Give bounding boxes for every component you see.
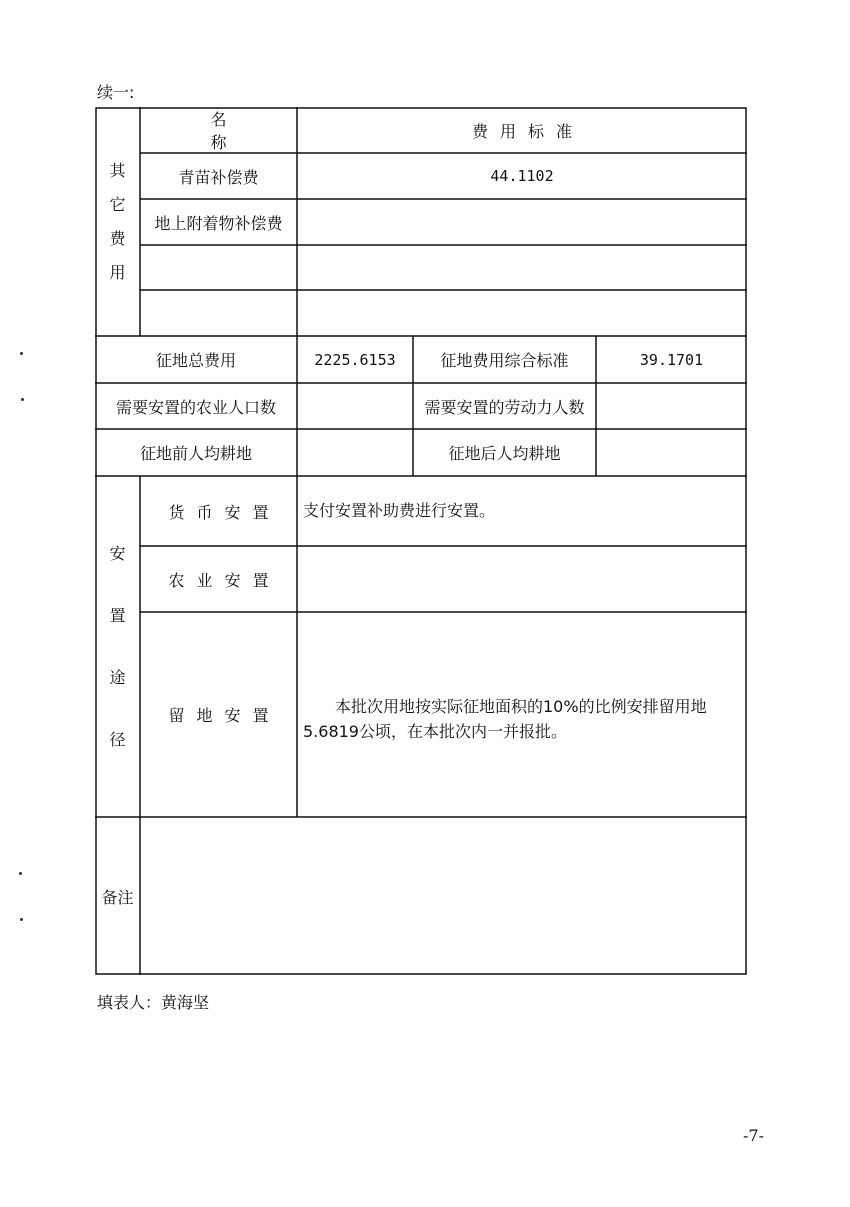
fee-name-cell: 地上附着物补偿费 — [154, 213, 283, 233]
fee-value-cell — [297, 245, 747, 290]
rural-population-label: 需要安置的农业人口数 — [115, 397, 276, 417]
labor-force-value — [596, 383, 747, 429]
total-fee-label: 征地总费用 — [155, 351, 236, 370]
page-number: -7- — [743, 1126, 764, 1145]
remarks-label: 备注 — [101, 887, 134, 907]
monetary-resettlement-label: 货币安置 — [168, 502, 281, 522]
scan-speck — [19, 872, 22, 875]
scan-speck — [20, 352, 23, 355]
composite-standard-value: 39.1701 — [639, 350, 704, 369]
fee-name-cell: 青苗补偿费 — [178, 167, 259, 187]
total-fee-value: 2225.6153 — [314, 350, 396, 369]
land-acquisition-form — [95, 107, 747, 975]
resettlement-section-label: 安 置 途 径 — [109, 543, 126, 749]
reserved-land-resettlement-value: 本批次用地按实际征地面积的10%的比例安排留用地5.6819公顷，在本批次内一并报批。 — [303, 697, 707, 741]
farmland-before-value — [297, 429, 413, 476]
rural-population-value — [297, 383, 413, 429]
labor-force-label: 需要安置的劳动力人数 — [424, 397, 585, 417]
monetary-resettlement-value: 支付安置补助费进行安置。 — [303, 501, 496, 520]
scan-speck — [21, 398, 24, 401]
continued-label: 续一: — [97, 83, 135, 102]
other-fees-section-label: 其 它 费 用 — [109, 160, 126, 282]
form-filler: 填表人：黄海坚 — [97, 993, 210, 1012]
fee-name-cell — [140, 245, 297, 290]
reserved-land-resettlement-label: 留地安置 — [168, 706, 281, 725]
composite-standard-label: 征地费用综合标准 — [440, 351, 569, 370]
farmland-after-label: 征地后人均耕地 — [448, 444, 561, 463]
agricultural-resettlement-value — [297, 546, 747, 612]
farmland-after-value — [596, 429, 747, 476]
name-column-header: 名 称 — [210, 110, 261, 152]
fee-name-cell — [140, 290, 297, 336]
scan-speck — [20, 918, 23, 921]
fee-value-cell — [297, 290, 747, 336]
fee-value-cell — [297, 199, 747, 245]
farmland-before-label: 征地前人均耕地 — [139, 444, 252, 463]
agricultural-resettlement-label: 农业安置 — [168, 570, 281, 590]
fee-standard-column-header: 费用标准 — [471, 121, 584, 141]
fee-value-cell: 44.1102 — [490, 167, 554, 185]
remarks-value — [140, 817, 747, 975]
